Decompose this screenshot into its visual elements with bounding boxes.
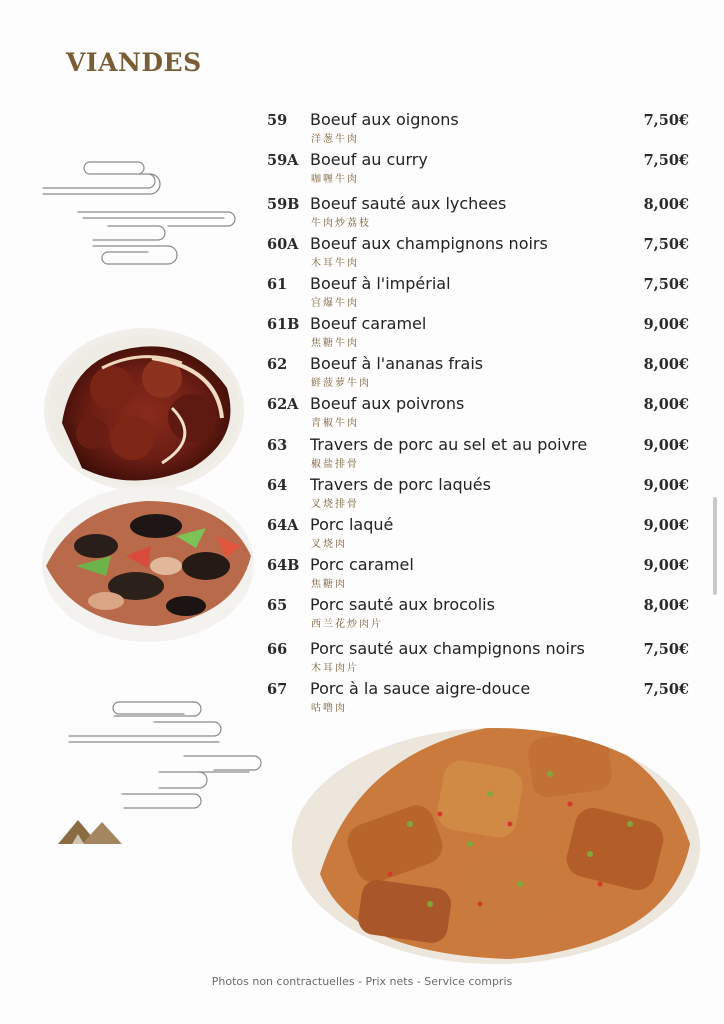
item-price: 7,50€ xyxy=(643,236,689,253)
item-chinese-name: 木耳肉片 xyxy=(311,663,359,674)
menu-item xyxy=(0,681,724,721)
item-name: Boeuf au curry xyxy=(310,150,428,169)
item-price: 9,00€ xyxy=(643,316,689,333)
menu-item xyxy=(0,517,724,557)
item-number: 59A xyxy=(267,152,299,169)
item-number: 64 xyxy=(267,477,288,494)
menu-item xyxy=(0,641,724,681)
menu-item xyxy=(0,152,724,192)
menu-item xyxy=(0,437,724,477)
item-number: 60A xyxy=(267,236,299,253)
item-chinese-name: 青椒牛肉 xyxy=(311,418,359,429)
item-number: 62 xyxy=(267,356,288,373)
item-name: Boeuf caramel xyxy=(310,314,427,333)
item-name: Porc à la sauce aigre-douce xyxy=(310,679,531,698)
item-number: 66 xyxy=(267,641,288,658)
menu-item xyxy=(0,477,724,517)
item-number: 64A xyxy=(267,517,299,534)
item-number: 59B xyxy=(267,196,300,213)
item-chinese-name: 叉烧排骨 xyxy=(311,499,359,510)
item-number: 64B xyxy=(267,557,300,574)
item-price: 9,00€ xyxy=(643,437,689,454)
item-name: Porc sauté aux champignons noirs xyxy=(310,639,585,658)
footer-note: Photos non contractuelles - Prix nets - Service compris xyxy=(211,975,513,988)
item-number: 61B xyxy=(267,316,300,333)
item-price: 8,00€ xyxy=(643,597,689,614)
item-price: 8,00€ xyxy=(643,196,689,213)
menu-item xyxy=(0,597,724,637)
item-number: 65 xyxy=(267,597,288,614)
item-chinese-name: 咕噜肉 xyxy=(311,703,347,714)
item-price: 7,50€ xyxy=(643,152,689,169)
item-price: 7,50€ xyxy=(643,681,689,698)
item-price: 8,00€ xyxy=(643,396,689,413)
item-name: Boeuf sauté aux lychees xyxy=(310,194,507,213)
menu-item xyxy=(0,316,724,356)
item-chinese-name: 焦糖牛肉 xyxy=(311,338,359,349)
menu-item xyxy=(0,276,724,316)
item-number: 67 xyxy=(267,681,288,698)
item-name: Travers de porc laqués xyxy=(310,475,491,494)
menu-item xyxy=(0,396,724,436)
menu-item xyxy=(0,557,724,597)
item-name: Porc caramel xyxy=(310,555,414,574)
item-price: 9,00€ xyxy=(643,477,689,494)
mountain-ornament xyxy=(58,816,124,848)
menu-item xyxy=(0,196,724,236)
item-chinese-name: 牛肉炒荔枝 xyxy=(311,218,371,229)
item-name: Boeuf à l'ananas frais xyxy=(310,354,484,373)
item-name: Boeuf à l'impérial xyxy=(310,274,451,293)
item-name: Boeuf aux poivrons xyxy=(310,394,465,413)
item-chinese-name: 椒盐排骨 xyxy=(311,459,359,470)
item-chinese-name: 宫爆牛肉 xyxy=(311,298,359,309)
item-chinese-name: 咖喱牛肉 xyxy=(311,174,359,185)
item-number: 59 xyxy=(267,112,288,129)
section-title: VIANDES xyxy=(66,48,202,77)
item-name: Porc sauté aux brocolis xyxy=(310,595,495,614)
dish-photo-spare-ribs xyxy=(290,704,710,966)
menu-item xyxy=(0,112,724,152)
item-chinese-name: 洋葱牛肉 xyxy=(311,134,359,145)
item-price: 9,00€ xyxy=(643,557,689,574)
menu-item xyxy=(0,236,724,276)
item-price: 7,50€ xyxy=(643,112,689,129)
item-chinese-name: 焦糖肉 xyxy=(311,579,347,590)
item-chinese-name: 鲜菠萝牛肉 xyxy=(311,378,371,389)
item-price: 9,00€ xyxy=(643,517,689,534)
item-name: Porc laqué xyxy=(310,515,394,534)
item-chinese-name: 木耳牛肉 xyxy=(311,258,359,269)
item-price: 7,50€ xyxy=(643,641,689,658)
item-chinese-name: 西兰花炒肉片 xyxy=(311,619,383,630)
item-number: 63 xyxy=(267,437,288,454)
scrollbar[interactable] xyxy=(713,497,717,595)
item-chinese-name: 叉烧肉 xyxy=(311,539,347,550)
item-number: 62A xyxy=(267,396,299,413)
item-price: 8,00€ xyxy=(643,356,689,373)
item-price: 7,50€ xyxy=(643,276,689,293)
menu-item xyxy=(0,356,724,396)
item-name: Boeuf aux oignons xyxy=(310,110,459,129)
item-name: Travers de porc au sel et au poivre xyxy=(310,435,588,454)
item-number: 61 xyxy=(267,276,288,293)
item-name: Boeuf aux champignons noirs xyxy=(310,234,548,253)
